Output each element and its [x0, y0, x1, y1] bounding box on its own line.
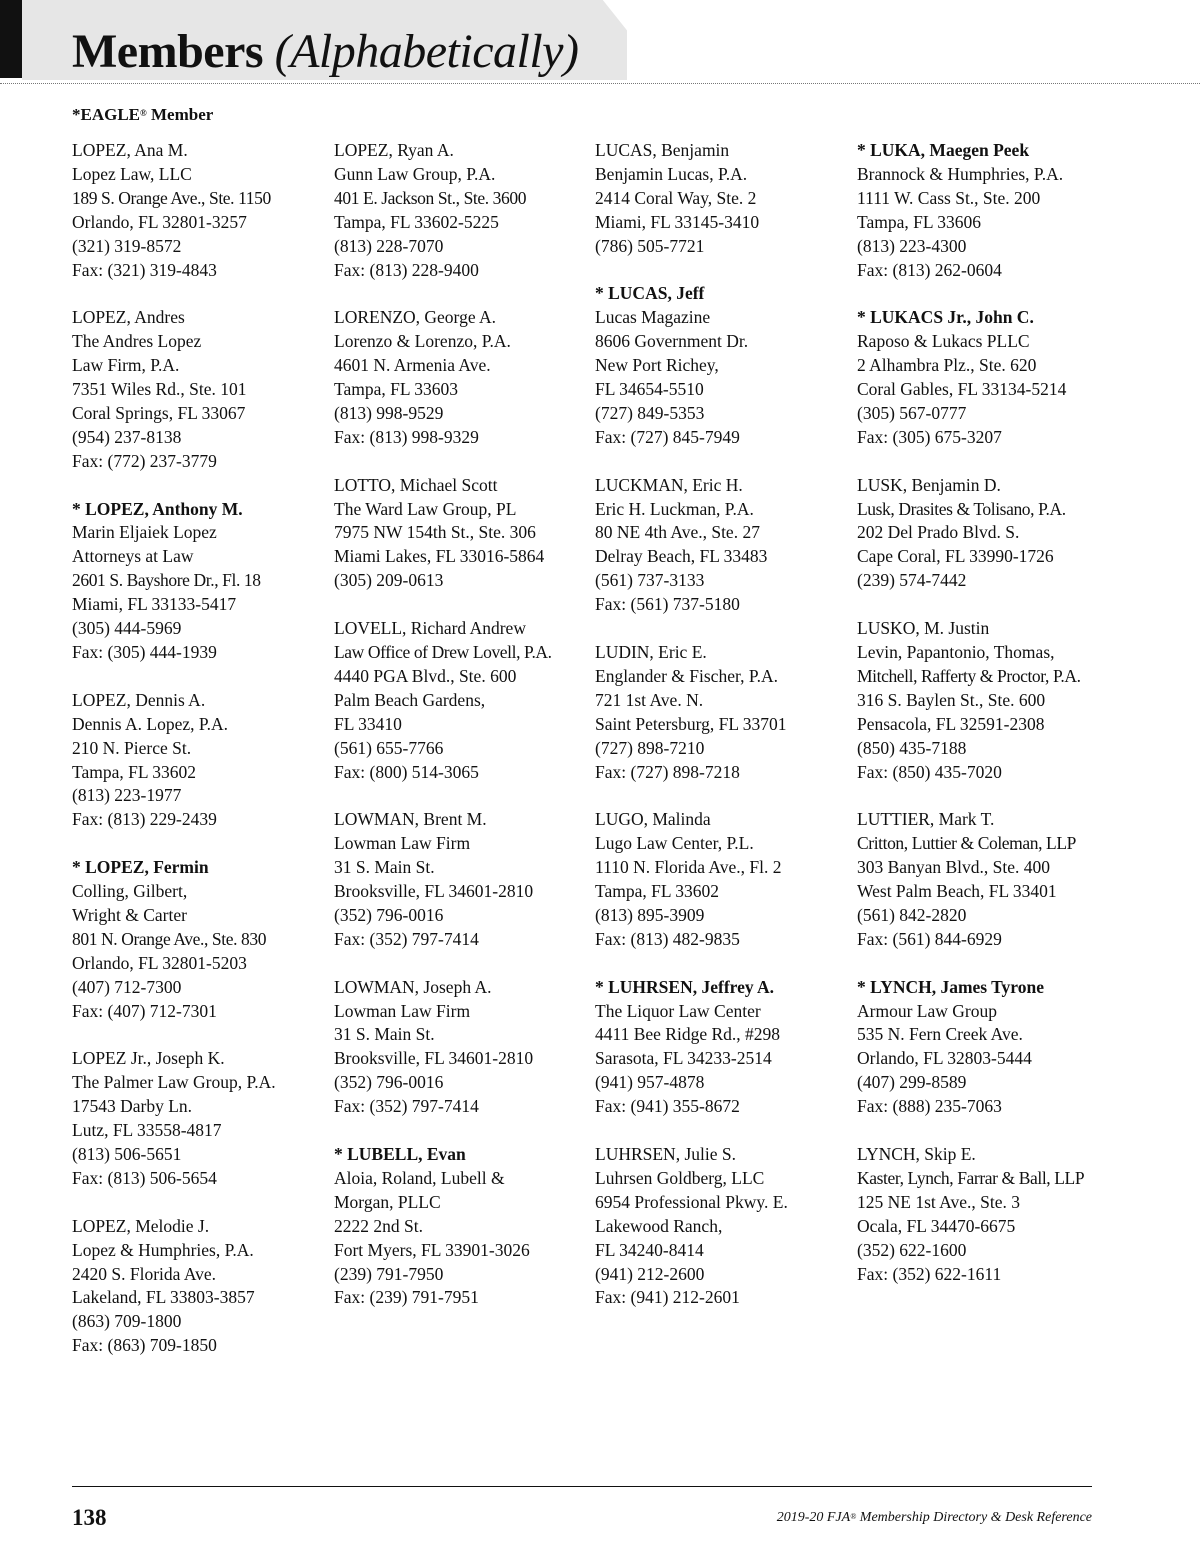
member-detail-line: Marin Eljaiek Lopez — [72, 522, 217, 543]
member-detail-line: Coral Gables, FL 33134-5214 — [857, 379, 1067, 400]
member-detail-line: Morgan, PLLC — [334, 1191, 441, 1212]
member-detail-line: FL 34240-8414 — [595, 1239, 704, 1260]
member-detail-line: Gunn Law Group, P.A. — [334, 163, 496, 184]
member-detail-line: Palm Beach Gardens, — [334, 689, 486, 710]
member-detail-line: Colling, Gilbert, — [72, 881, 188, 902]
publication-suffix: Membership Directory & Desk Reference — [856, 1510, 1092, 1525]
member-detail-line: 6954 Professional Pkwy. E. — [595, 1191, 788, 1212]
member-name: LUGO, Malinda — [595, 809, 711, 830]
member-name: LOWMAN, Joseph A. — [334, 976, 492, 997]
member-detail-line: Raposo & Lukacs PLLC — [857, 331, 1030, 352]
member-detail-line: Tampa, FL 33602-5225 — [334, 211, 499, 232]
member-detail-line: (850) 435-7188 — [857, 737, 967, 758]
member-name: LOPEZ Jr., Joseph K. — [72, 1048, 225, 1069]
member-detail-line: 401 E. Jackson St., Ste. 3600 — [334, 187, 527, 208]
member-detail-line: FL 33410 — [334, 713, 402, 734]
member-detail-line: Orlando, FL 32801-3257 — [72, 211, 247, 232]
member-detail-line: Fax: (813) 506-5654 — [72, 1167, 217, 1188]
member-detail-line: 1111 W. Cass St., Ste. 200 — [857, 187, 1041, 208]
member-detail-line: 2414 Coral Way, Ste. 2 — [595, 187, 757, 208]
member-name: LUHRSEN, Julie S. — [595, 1143, 736, 1164]
member-detail-line: 801 N. Orange Ave., Ste. 830 — [72, 928, 267, 949]
member-entry — [334, 474, 584, 594]
member-detail-line: Fax: (561) 737-5180 — [595, 594, 740, 615]
member-detail-line: (561) 655-7766 — [334, 737, 444, 758]
member-detail-line: Fax: (850) 435-7020 — [857, 761, 1002, 782]
member-entry — [595, 808, 845, 951]
member-entry — [595, 474, 845, 617]
member-name: LOTTO, Michael Scott — [334, 474, 498, 495]
member-detail-line: Fax: (407) 712-7301 — [72, 1000, 217, 1021]
member-detail-line: (305) 444-5969 — [72, 618, 182, 639]
member-name: LOPEZ, Ana M. — [72, 140, 188, 160]
member-detail-line: (352) 796-0016 — [334, 904, 444, 925]
member-column-4 — [857, 139, 1107, 1310]
member-detail-line: Coral Springs, FL 33067 — [72, 402, 246, 423]
member-detail-line: Eric H. Luckman, P.A. — [595, 498, 754, 519]
member-detail-line: 1110 N. Florida Ave., Fl. 2 — [595, 857, 782, 878]
member-detail-line: Fax: (305) 444-1939 — [72, 642, 217, 662]
member-detail-line: Fax: (352) 797-7414 — [334, 1096, 479, 1117]
member-detail-line: (321) 319-8572 — [72, 235, 182, 256]
member-entry — [857, 474, 1107, 594]
member-name: * LUBELL, Evan — [334, 1143, 466, 1164]
member-detail-line: Fax: (772) 237-3779 — [72, 450, 217, 471]
member-name: LUCAS, Benjamin — [595, 140, 730, 160]
member-detail-line: West Palm Beach, FL 33401 — [857, 881, 1057, 902]
member-entry — [595, 139, 845, 259]
member-detail-line: (813) 998-9529 — [334, 402, 444, 423]
member-entry — [595, 1143, 845, 1310]
member-column-2 — [334, 139, 584, 1334]
member-entry — [595, 282, 845, 449]
member-detail-line: (352) 796-0016 — [334, 1072, 444, 1093]
member-name: LYNCH, Skip E. — [857, 1143, 976, 1164]
member-detail-line: 189 S. Orange Ave., Ste. 1150 — [72, 187, 271, 208]
member-detail-line: (727) 898-7210 — [595, 737, 705, 758]
member-detail-line: Miami, FL 33145-3410 — [595, 211, 760, 232]
member-detail-line: 210 N. Pierce St. — [72, 737, 192, 758]
member-detail-line: Brannock & Humphries, P.A. — [857, 163, 1064, 184]
member-detail-line: The Liquor Law Center — [595, 1000, 761, 1021]
member-detail-line: Englander & Fischer, P.A. — [595, 665, 779, 686]
member-detail-line: Tampa, FL 33602 — [72, 761, 197, 782]
member-name: * LUKACS Jr., John C. — [857, 307, 1034, 328]
member-detail-line: Fax: (727) 898-7218 — [595, 761, 740, 782]
member-detail-line: 2420 S. Florida Ave. — [72, 1263, 217, 1284]
member-detail-line: Tampa, FL 33603 — [334, 379, 459, 400]
member-detail-line: Sarasota, FL 34233-2514 — [595, 1048, 772, 1069]
member-detail-line: 8606 Government Dr. — [595, 331, 749, 352]
member-name: * LUCAS, Jeff — [595, 283, 705, 304]
page-title-main: Members — [72, 25, 264, 78]
member-entry — [595, 976, 845, 1119]
member-detail-line: Lakewood Ranch, — [595, 1215, 723, 1236]
registered-mark: ® — [140, 108, 147, 118]
member-detail-line: Law Office of Drew Lovell, P.A. — [334, 641, 552, 662]
member-detail-line: Tampa, FL 33602 — [595, 881, 720, 902]
member-detail-line: (407) 712-7300 — [72, 976, 182, 997]
page-title-subtitle: (Alphabetically) — [274, 25, 579, 78]
eagle-member-legend — [72, 104, 213, 126]
member-detail-line: The Ward Law Group, PL — [334, 498, 517, 519]
page-number: 138 — [72, 1505, 107, 1530]
member-detail-line: 31 S. Main St. — [334, 857, 435, 878]
member-entry — [72, 1215, 322, 1358]
member-detail-line: 7351 Wiles Rd., Ste. 101 — [72, 379, 247, 400]
member-detail-line: Attorneys at Law — [72, 546, 194, 567]
member-detail-line: 2601 S. Bayshore Dr., Fl. 18 — [72, 570, 261, 591]
member-entry — [595, 641, 845, 784]
member-name: * LOPEZ, Anthony M. — [72, 498, 243, 519]
member-entry — [334, 617, 584, 784]
member-entry — [72, 689, 322, 832]
member-detail-line: 4440 PGA Blvd., Ste. 600 — [334, 665, 517, 686]
member-detail-line: 303 Banyan Blvd., Ste. 400 — [857, 857, 1050, 878]
member-detail-line: Pensacola, FL 32591-2308 — [857, 713, 1045, 734]
member-detail-line: Kaster, Lynch, Farrar & Ball, LLP — [857, 1167, 1085, 1188]
member-detail-line: 7975 NW 154th St., Ste. 306 — [334, 522, 536, 543]
member-detail-line: Lopez & Humphries, P.A. — [72, 1239, 254, 1260]
eagle-legend-suffix: Member — [146, 105, 214, 124]
member-detail-line: Luhrsen Goldberg, LLC — [595, 1167, 765, 1188]
member-detail-line: Mitchell, Rafferty & Proctor, P.A. — [857, 665, 1081, 686]
member-entry — [72, 498, 322, 665]
member-entry — [334, 976, 584, 1119]
member-entry — [334, 306, 584, 449]
member-name: LUTTIER, Mark T. — [857, 809, 995, 830]
member-detail-line: Lugo Law Center, P.L. — [595, 833, 754, 854]
member-detail-line: 4601 N. Armenia Ave. — [334, 355, 491, 376]
member-detail-line: Fax: (352) 797-7414 — [334, 928, 479, 949]
member-entry — [857, 306, 1107, 449]
member-detail-line: Fax: (888) 235-7063 — [857, 1096, 1002, 1117]
member-detail-line: Fax: (813) 482-9835 — [595, 928, 740, 949]
member-detail-line: Armour Law Group — [857, 1000, 997, 1021]
member-name: LOPEZ, Melodie J. — [72, 1215, 210, 1236]
member-detail-line: Fax: (561) 844-6929 — [857, 928, 1002, 949]
member-detail-line: Lopez Law, LLC — [72, 163, 192, 184]
member-detail-line: Fax: (813) 998-9329 — [334, 426, 479, 447]
member-entry — [857, 808, 1107, 951]
member-entry — [334, 139, 584, 282]
member-name: LOWMAN, Brent M. — [334, 809, 487, 830]
member-detail-line: (786) 505-7721 — [595, 235, 705, 256]
member-detail-line: (813) 228-7070 — [334, 235, 444, 256]
member-detail-line: 721 1st Ave. N. — [595, 689, 704, 710]
member-detail-line: The Andres Lopez — [72, 331, 202, 352]
member-detail-line: Fax: (813) 262-0604 — [857, 259, 1002, 280]
member-detail-line: Fax: (305) 675-3207 — [857, 426, 1002, 447]
member-detail-line: Fax: (941) 355-8672 — [595, 1096, 740, 1117]
member-detail-line: Critton, Luttier & Coleman, LLP — [857, 833, 1076, 854]
member-entry — [72, 306, 322, 473]
member-detail-line: (305) 209-0613 — [334, 570, 444, 591]
member-detail-line: Orlando, FL 32803-5444 — [857, 1048, 1032, 1069]
member-detail-line: (954) 237-8138 — [72, 426, 182, 447]
member-entry — [857, 1143, 1107, 1286]
member-name: LUDIN, Eric E. — [595, 641, 707, 662]
member-detail-line: Brooksville, FL 34601-2810 — [334, 881, 534, 902]
member-detail-line: 2222 2nd St. — [334, 1215, 423, 1236]
member-name: LUSK, Benjamin D. — [857, 474, 1001, 495]
member-detail-line: 125 NE 1st Ave., Ste. 3 — [857, 1191, 1021, 1212]
member-detail-line: Saint Petersburg, FL 33701 — [595, 713, 787, 734]
member-detail-line: Wright & Carter — [72, 904, 187, 925]
member-detail-line: Aloia, Roland, Lubell & — [334, 1167, 505, 1188]
member-detail-line: Lakeland, FL 33803-3857 — [72, 1287, 255, 1308]
member-detail-line: (239) 574-7442 — [857, 570, 967, 591]
member-detail-line: Levin, Papantonio, Thomas, — [857, 641, 1055, 662]
member-name: LOPEZ, Ryan A. — [334, 140, 454, 160]
member-detail-line: Lowman Law Firm — [334, 1000, 471, 1021]
member-detail-line: (561) 842-2820 — [857, 904, 967, 925]
member-detail-line: (561) 737-3133 — [595, 570, 705, 591]
member-detail-line: 202 Del Prado Blvd. S. — [857, 522, 1020, 543]
member-detail-line: Cape Coral, FL 33990-1726 — [857, 546, 1054, 567]
member-entry — [72, 139, 322, 282]
member-detail-line: (727) 849-5353 — [595, 402, 705, 423]
member-detail-line: (407) 299-8589 — [857, 1072, 967, 1093]
member-detail-line: 17543 Darby Ln. — [72, 1096, 193, 1117]
member-detail-line: (813) 895-3909 — [595, 904, 705, 925]
member-detail-line: (813) 223-1977 — [72, 785, 182, 806]
header-accent-bar — [0, 0, 22, 78]
member-detail-line: 31 S. Main St. — [334, 1024, 435, 1045]
member-detail-line: 316 S. Baylen St., Ste. 600 — [857, 689, 1046, 710]
member-detail-line: FL 34654-5510 — [595, 379, 704, 400]
member-detail-line: Fax: (352) 622-1611 — [857, 1263, 1002, 1284]
publication-reference — [777, 1508, 1092, 1528]
member-detail-line: (305) 567-0777 — [857, 402, 967, 423]
member-entry — [72, 856, 322, 1023]
member-entry — [334, 808, 584, 951]
member-detail-line: Tampa, FL 33606 — [857, 211, 982, 232]
page-title — [72, 22, 578, 82]
member-detail-line: Fax: (813) 229-2439 — [72, 809, 217, 830]
member-detail-line: Ocala, FL 34470-6675 — [857, 1215, 1016, 1236]
member-detail-line: Benjamin Lucas, P.A. — [595, 163, 748, 184]
member-detail-line: Fax: (321) 319-4843 — [72, 259, 217, 280]
member-detail-line: Fax: (813) 228-9400 — [334, 259, 479, 280]
member-detail-line: 4411 Bee Ridge Rd., #298 — [595, 1024, 781, 1045]
eagle-legend-prefix: *EAGLE — [72, 105, 141, 124]
member-column-3 — [595, 139, 845, 1334]
member-detail-line: Fax: (941) 212-2601 — [595, 1287, 740, 1308]
member-detail-line: The Palmer Law Group, P.A. — [72, 1072, 276, 1093]
footer-divider — [72, 1486, 1092, 1487]
member-detail-line: 535 N. Fern Creek Ave. — [857, 1024, 1023, 1045]
member-entry — [857, 139, 1107, 282]
member-column-1 — [72, 139, 322, 1382]
member-entry — [334, 1143, 584, 1310]
member-name: * LUHRSEN, Jeffrey A. — [595, 976, 775, 997]
member-detail-line: Miami Lakes, FL 33016-5864 — [334, 546, 545, 567]
member-name: LORENZO, George A. — [334, 307, 497, 328]
member-name: LOPEZ, Dennis A. — [72, 689, 206, 710]
member-detail-line: Delray Beach, FL 33483 — [595, 546, 768, 567]
member-detail-line: Miami, FL 33133-5417 — [72, 594, 237, 615]
member-entry — [72, 1047, 322, 1190]
member-detail-line: (813) 223-4300 — [857, 235, 967, 256]
member-detail-line: (863) 709-1800 — [72, 1311, 182, 1332]
member-detail-line: 80 NE 4th Ave., Ste. 27 — [595, 522, 760, 543]
member-detail-line: New Port Richey, — [595, 355, 719, 376]
member-name: * LYNCH, James Tyrone — [857, 976, 1045, 997]
member-detail-line: Fort Myers, FL 33901-3026 — [334, 1239, 530, 1260]
member-detail-line: Lucas Magazine — [595, 307, 711, 328]
member-name: LUCKMAN, Eric H. — [595, 474, 743, 495]
member-detail-line: Orlando, FL 32801-5203 — [72, 952, 247, 973]
registered-mark: ® — [850, 1512, 857, 1521]
member-detail-line: 2 Alhambra Plz., Ste. 620 — [857, 355, 1037, 376]
member-detail-line: Dennis A. Lopez, P.A. — [72, 713, 229, 734]
member-detail-line: Law Firm, P.A. — [72, 355, 180, 376]
member-detail-line: Lorenzo & Lorenzo, P.A. — [334, 331, 511, 352]
member-detail-line: Fax: (800) 514-3065 — [334, 761, 479, 782]
member-entry — [857, 617, 1107, 784]
member-detail-line: Lowman Law Firm — [334, 833, 471, 854]
header-divider — [0, 83, 1200, 84]
member-name: * LUKA, Maegen Peek — [857, 140, 1030, 160]
member-detail-line: Fax: (863) 709-1850 — [72, 1335, 217, 1356]
member-detail-line: Fax: (727) 845-7949 — [595, 426, 740, 447]
member-entry — [857, 976, 1107, 1119]
publication-prefix: 2019-20 FJA — [776, 1510, 851, 1525]
member-detail-line: (239) 791-7950 — [334, 1263, 444, 1284]
member-detail-line: (941) 212-2600 — [595, 1263, 705, 1284]
member-detail-line: Lusk, Drasites & Tolisano, P.A. — [857, 498, 1066, 519]
member-name: LOPEZ, Andres — [72, 307, 185, 328]
member-name: LOVELL, Richard Andrew — [334, 618, 526, 639]
member-detail-line: Brooksville, FL 34601-2810 — [334, 1048, 534, 1069]
member-name: LUSKO, M. Justin — [857, 618, 990, 639]
member-name: * LOPEZ, Fermin — [72, 857, 209, 878]
member-detail-line: (813) 506-5651 — [72, 1143, 182, 1164]
member-detail-line: Lutz, FL 33558-4817 — [72, 1120, 222, 1141]
member-detail-line: Fax: (239) 791-7951 — [334, 1287, 479, 1308]
member-detail-line: (352) 622-1600 — [857, 1239, 967, 1260]
member-detail-line: (941) 957-4878 — [595, 1072, 705, 1093]
